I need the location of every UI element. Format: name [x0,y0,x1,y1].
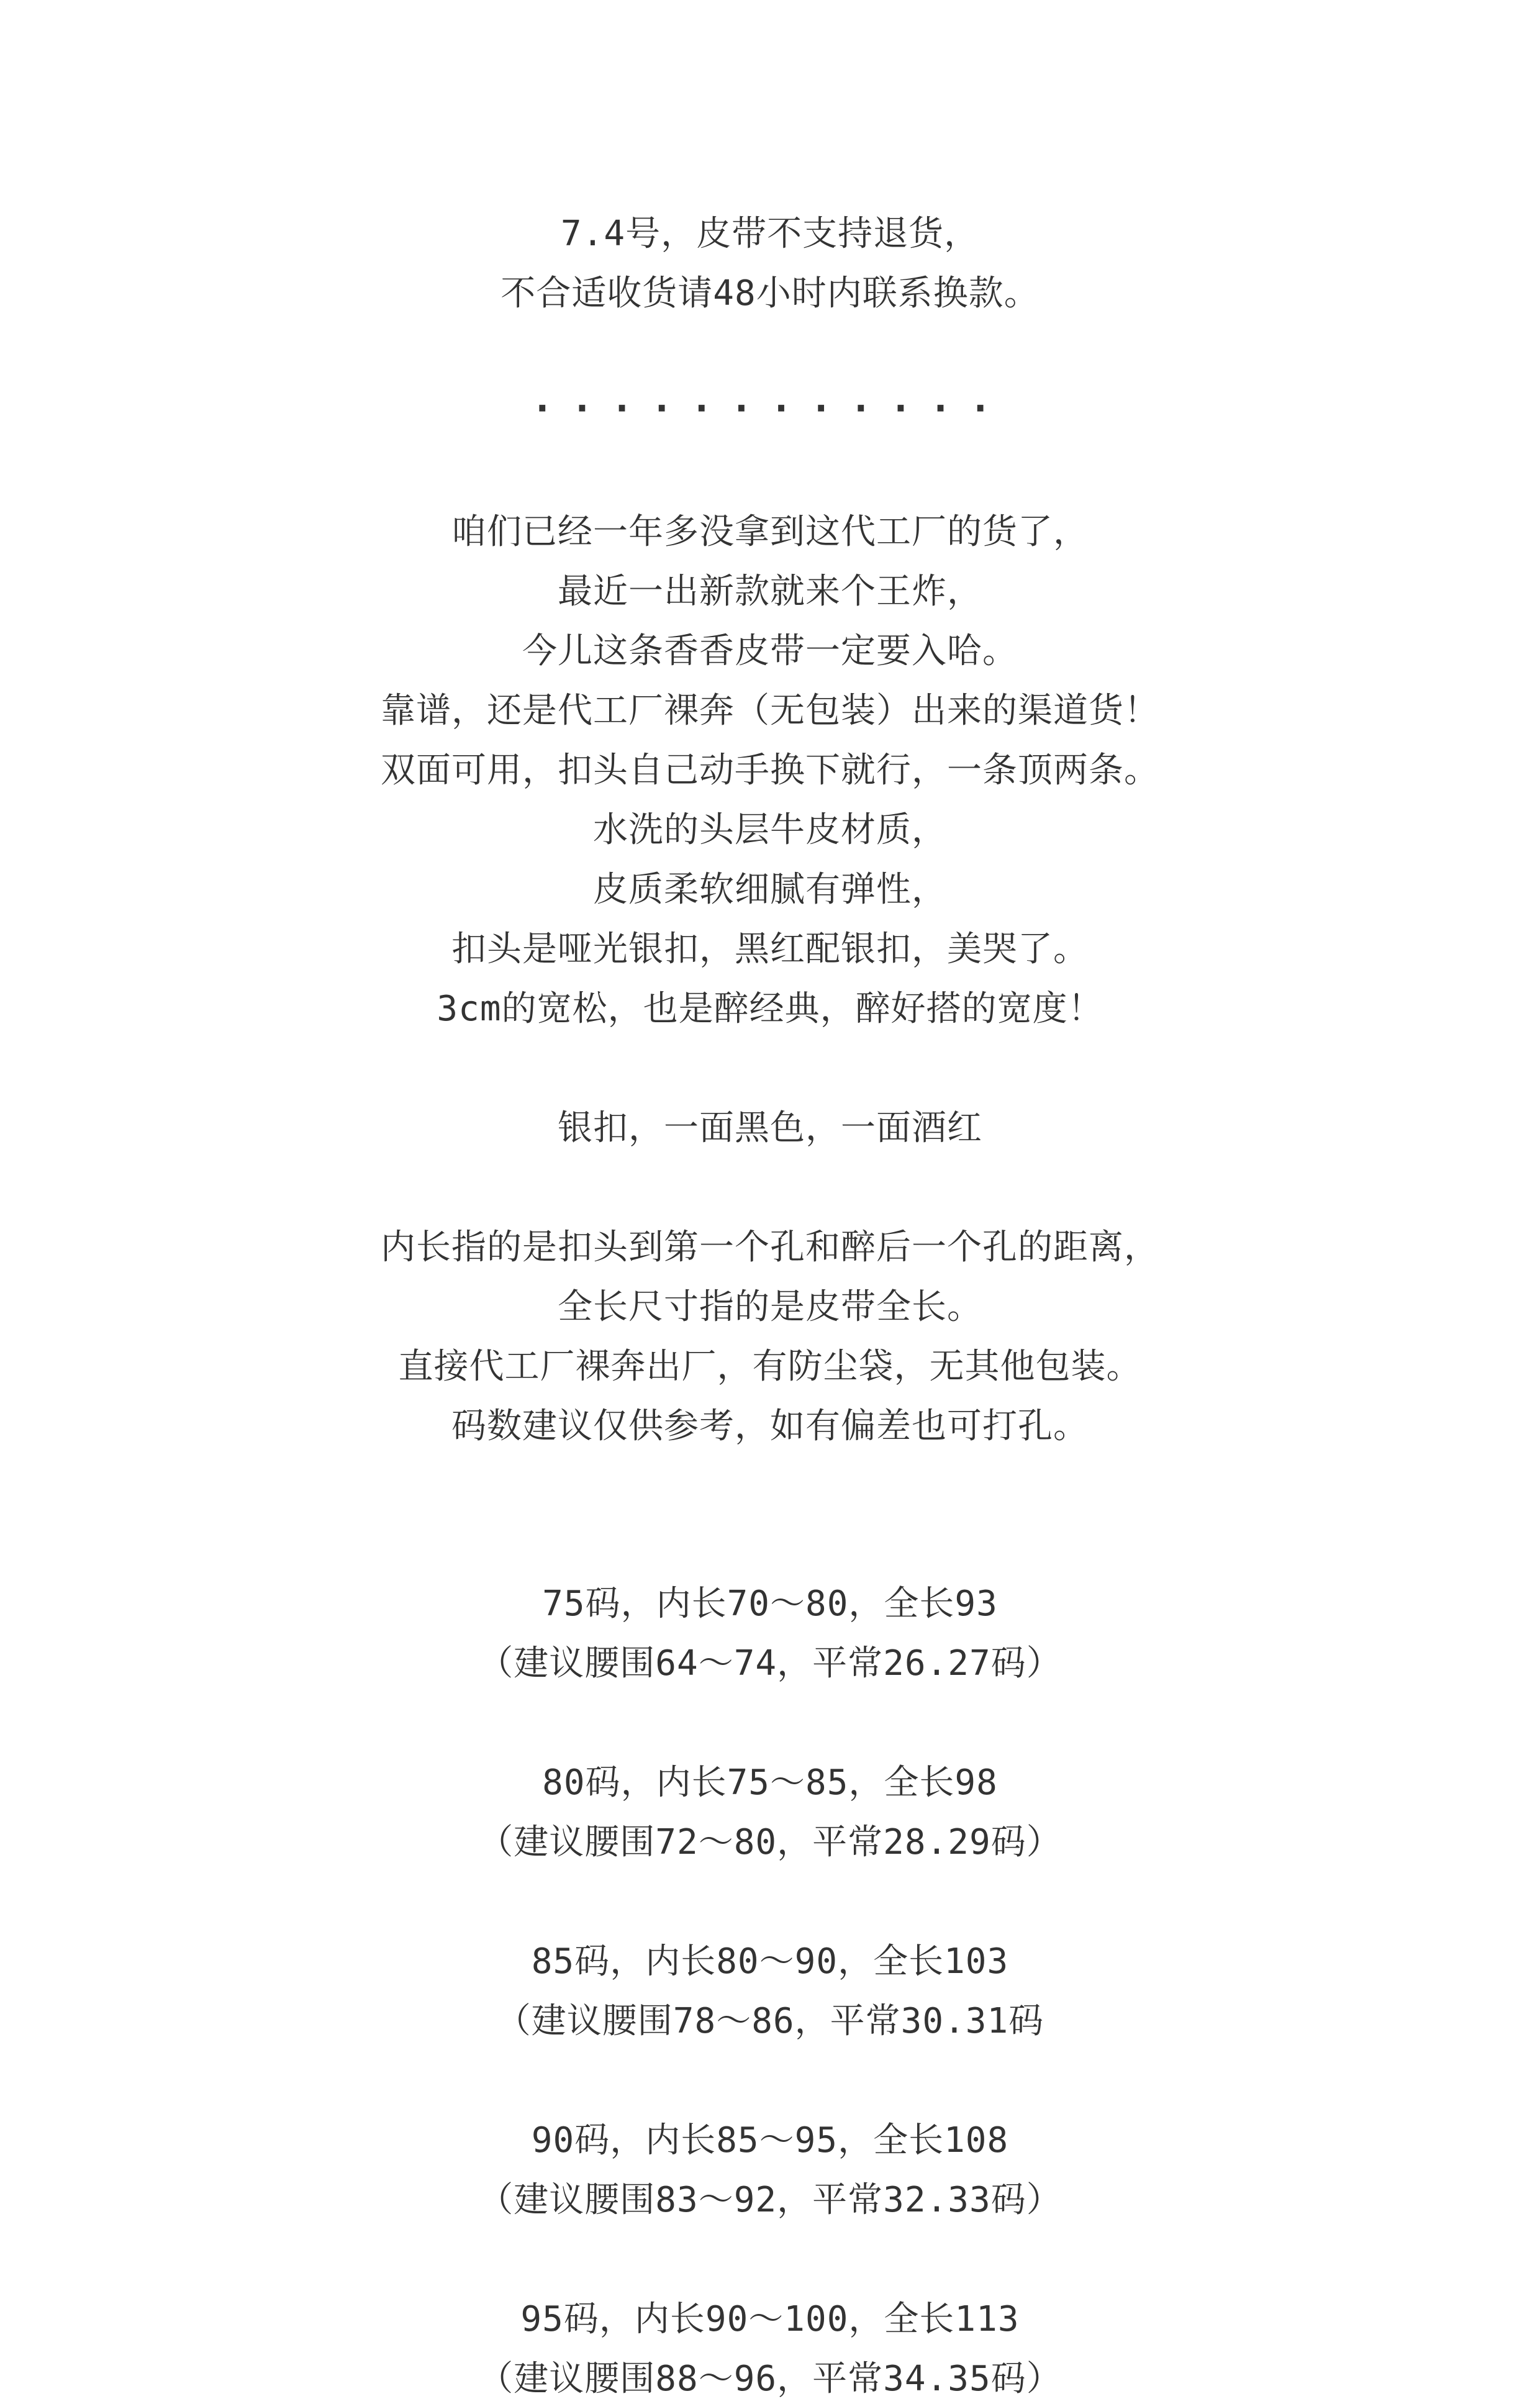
size-spec: 90码，内长85～95，全长108 [531,2120,1009,2161]
size-spec: 80码，内长75～85，全长98 [542,1762,998,1803]
size-advice: （建议腰围88～96，平常34.35码） [478,2359,1062,2399]
color-line: 银扣，一面黑色，一面酒红 [558,1108,982,1148]
measure-note-line: 直接代工厂裸奔出厂，有防尘袋，无其他包装。 [398,1346,1142,1387]
description-line: 3cm的宽松，也是醉经典，醉好搭的宽度！ [437,989,1103,1029]
notice-line-2: 不合适收货请48小时内联系换款。 [500,273,1040,314]
description-line: 今儿这条香香皮带一定要入哈。 [522,631,1018,671]
description-line: 双面可用，扣头自己动手换下就行，一条顶两条。 [381,750,1159,791]
size-advice: （建议腰围83～92，平常32.33码） [478,2180,1062,2220]
description-line: 扣头是哑光银扣，黑红配银扣，美哭了。 [451,929,1089,969]
measure-note-line: 内长指的是扣头到第一个孔和醉后一个孔的距离， [381,1227,1159,1268]
size-spec: 75码，内长70～80，全长93 [542,1584,998,1624]
dot-divider: ············ [531,387,1009,430]
size-spec: 95码，内长90～100，全长113 [520,2299,1020,2339]
description-line: 咱们已经一年多没拿到这代工厂的货了， [451,512,1089,552]
description-line: 皮质柔软细腻有弹性， [593,869,947,910]
description-line: 靠谱，还是代工厂裸奔（无包装）出来的渠道货！ [381,691,1159,731]
size-advice: （建议腰围78～86，平常30.31码 [496,2001,1044,2041]
size-advice: （建议腰围64～74，平常26.27码） [478,1643,1062,1684]
size-advice: （建议腰围72～80，平常28.29码） [478,1822,1062,1862]
measure-note-line: 码数建议仅供参考，如有偏差也可打孔。 [451,1406,1089,1446]
measure-note-line: 全长尺寸指的是皮带全长。 [558,1287,982,1327]
description-line: 最近一出新款就来个王炸， [558,571,982,612]
description-line: 水洗的头层牛皮材质， [593,810,947,850]
size-spec: 85码，内长80～90，全长103 [531,1941,1009,1982]
notice-line-1: 7.4号，皮带不支持退货， [560,214,980,254]
